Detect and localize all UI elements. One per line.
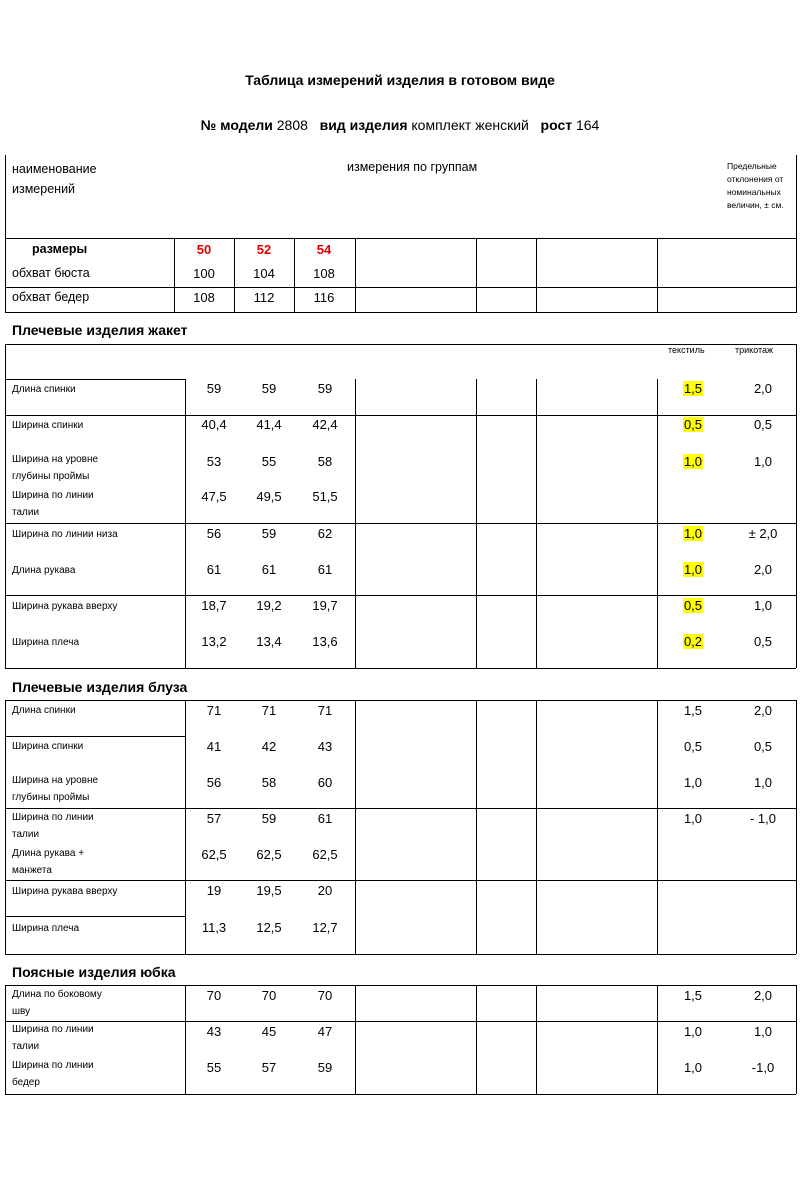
table-rule: [5, 415, 796, 416]
table-cell: 13,2: [201, 634, 227, 649]
hips-value: 116: [313, 290, 335, 305]
tolerance-knit: - 1,0: [749, 811, 776, 826]
sizes-label: размеры: [32, 242, 88, 256]
table-cell: 56: [206, 526, 222, 541]
bust-value: 100: [193, 266, 215, 281]
table-rule: [476, 985, 477, 1094]
table-row-label: Длина спинки: [12, 384, 76, 395]
table-rule: [657, 379, 658, 668]
table-rule: [657, 238, 658, 312]
table-cell: 61: [317, 811, 333, 826]
table-cell: 59: [261, 811, 277, 826]
table-rule: [476, 700, 477, 954]
bust-value: 104: [253, 266, 275, 281]
table-border: [796, 344, 797, 668]
table-rule: [5, 1094, 796, 1095]
table-rule: [657, 985, 658, 1094]
tolerance-knit: 1,0: [753, 775, 773, 790]
table-cell: 59: [261, 381, 277, 396]
hips-label: обхват бедер: [12, 290, 90, 304]
table-cell: 70: [317, 988, 333, 1003]
table-row-label: Ширина рукава вверху: [12, 601, 118, 612]
table-row-label: Длина спинки: [12, 705, 76, 716]
table-row-label: Длина рукава + манжета: [12, 848, 85, 876]
section-title-jacket: Плечевые изделия жакет: [12, 322, 188, 338]
table-rule: [5, 668, 796, 669]
table-row-label: Длина рукава: [12, 565, 76, 576]
tolerance-textile: 0,2: [683, 634, 703, 649]
table-cell: 20: [317, 883, 333, 898]
table-rule: [5, 700, 796, 701]
table-cell: 13,6: [312, 634, 338, 649]
model-value: 2808: [276, 117, 308, 133]
table-rule: [536, 379, 537, 668]
tolerance-knit: 2,0: [753, 988, 773, 1003]
table-cell: 62,5: [201, 847, 227, 862]
table-rule: [185, 985, 186, 1094]
table-cell: 61: [317, 562, 333, 577]
table-rule: [5, 808, 796, 809]
table-cell: 43: [206, 1024, 222, 1039]
table-row-label: Ширина спинки: [12, 420, 84, 431]
tolerance-knit: 2,0: [753, 562, 773, 577]
tolerance-knit: 0,5: [753, 739, 773, 754]
header-tolerance-col: Предельные отклонения от номинальных величин, ± см.: [727, 161, 784, 210]
table-cell: 61: [261, 562, 277, 577]
table-border: [5, 155, 6, 313]
table-cell: 42: [261, 739, 277, 754]
table-rule: [657, 700, 658, 954]
bust-label: обхват бюста: [12, 266, 90, 280]
size-value: 50: [196, 242, 212, 257]
table-rule: [355, 985, 356, 1094]
table-cell: 59: [206, 381, 222, 396]
table-cell: 62: [317, 526, 333, 541]
tolerance-knit: 2,0: [753, 381, 773, 396]
tolerance-textile: 1,0: [683, 526, 703, 541]
table-cell: 41: [206, 739, 222, 754]
table-cell: 71: [261, 703, 277, 718]
section-title-blouse: Плечевые изделия блуза: [12, 679, 188, 695]
table-cell: 62,5: [312, 847, 338, 862]
height-label: рост: [540, 117, 573, 133]
table-cell: 18,7: [201, 598, 227, 613]
table-rule: [536, 985, 537, 1094]
table-rule: [476, 238, 477, 312]
table-row-label: Ширина на уровне глубины проймы: [12, 454, 99, 482]
table-cell: 41,4: [256, 417, 282, 432]
table-rule: [355, 379, 356, 668]
table-cell: 57: [206, 811, 222, 826]
table-rule: [5, 523, 796, 524]
tolerance-textile: 1,0: [683, 811, 703, 826]
table-rule: [185, 379, 186, 668]
table-rule: [185, 700, 186, 954]
table-cell: 43: [317, 739, 333, 754]
table-cell: 71: [317, 703, 333, 718]
table-cell: 11,3: [201, 920, 227, 935]
table-row-label: Ширина по линии талии: [12, 490, 94, 518]
table-cell: 55: [261, 454, 277, 469]
table-border: [796, 700, 797, 954]
table-cell: 45: [261, 1024, 277, 1039]
tolerance-textile: 0,5: [683, 739, 703, 754]
table-row-label: Ширина спинки: [12, 741, 84, 752]
tolerance-knit: -1,0: [751, 1060, 775, 1075]
type-value: комплект женский: [411, 117, 529, 133]
table-rule: [355, 700, 356, 954]
table-cell: 47: [317, 1024, 333, 1039]
table-cell: 55: [206, 1060, 222, 1075]
tolerance-knit: 0,5: [753, 417, 773, 432]
table-cell: 59: [317, 381, 333, 396]
table-rule: [5, 1021, 796, 1022]
tolerance-knit: 2,0: [753, 703, 773, 718]
tolerance-textile: 1,0: [683, 1024, 703, 1039]
table-cell: 53: [206, 454, 222, 469]
table-cell: 19: [206, 883, 222, 898]
table-row-label: Ширина плеча: [12, 637, 80, 648]
table-cell: 13,4: [256, 634, 282, 649]
col-textile-label: текстиль: [668, 345, 705, 355]
table-cell: 60: [317, 775, 333, 790]
table-border: [796, 985, 797, 1094]
tolerance-textile: 1,5: [683, 703, 703, 718]
table-cell: 71: [206, 703, 222, 718]
type-label: вид изделия: [319, 117, 408, 133]
table-cell: 58: [317, 454, 333, 469]
table-row-label: Ширина рукава вверху: [12, 886, 118, 897]
table-cell: 56: [206, 775, 222, 790]
tolerance-knit: 1,0: [753, 1024, 773, 1039]
tolerance-textile: 1,0: [683, 775, 703, 790]
table-row-label: Ширина на уровне глубины проймы: [12, 775, 99, 803]
table-rule: [174, 238, 175, 312]
size-value: 52: [256, 242, 272, 257]
table-rule: [5, 595, 796, 596]
table-rule: [5, 916, 185, 917]
table-row-label: Ширина по линии талии: [12, 1024, 94, 1052]
tolerance-textile: 1,5: [683, 988, 703, 1003]
table-rule: [536, 700, 537, 954]
table-row-label: Ширина по линии талии: [12, 812, 94, 840]
table-cell: 57: [261, 1060, 277, 1075]
header-groups-col: измерения по группам: [347, 160, 478, 174]
table-cell: 42,4: [312, 417, 338, 432]
table-rule: [355, 238, 356, 312]
bust-value: 108: [313, 266, 335, 281]
table-cell: 62,5: [256, 847, 282, 862]
tolerance-textile: 1,0: [683, 454, 703, 469]
table-row-label: Ширина плеча: [12, 923, 80, 934]
table-row-label: Ширина по линии бедер: [12, 1060, 94, 1088]
col-knit-label: трикотаж: [735, 345, 774, 355]
table-cell: 49,5: [256, 489, 282, 504]
table-rule: [5, 985, 796, 986]
table-border: [5, 985, 6, 1094]
hips-value: 112: [253, 290, 275, 305]
table-cell: 19,5: [256, 883, 282, 898]
table-cell: 12,5: [256, 920, 282, 935]
height-value: 164: [575, 117, 600, 133]
tolerance-knit: 1,0: [753, 454, 773, 469]
table-cell: 70: [206, 988, 222, 1003]
tolerance-textile: 1,0: [683, 1060, 703, 1075]
table-rule: [536, 238, 537, 312]
model-label: № модели: [200, 117, 273, 133]
tolerance-knit: ± 2,0: [748, 526, 778, 541]
table-row-label: Ширина по линии низа: [12, 529, 118, 540]
table-rule: [5, 287, 796, 288]
table-cell: 47,5: [201, 489, 227, 504]
table-rule: [294, 238, 295, 312]
table-rule: [5, 312, 796, 313]
section-title-skirt: Поясные изделия юбка: [12, 964, 176, 980]
table-rule: [476, 379, 477, 668]
table-cell: 40,4: [201, 417, 227, 432]
table-rule: [5, 238, 796, 239]
table-rule: [5, 880, 796, 881]
table-cell: 19,7: [312, 598, 338, 613]
table-cell: 59: [317, 1060, 333, 1075]
table-border: [5, 344, 6, 668]
table-rule: [234, 238, 235, 312]
table-row-label: Длина по боковому шву: [12, 989, 102, 1017]
tolerance-textile: 0,5: [683, 598, 703, 613]
tolerance-textile: 1,5: [683, 381, 703, 396]
tolerance-textile: 0,5: [683, 417, 703, 432]
tolerance-textile: 1,0: [683, 562, 703, 577]
table-cell: 70: [261, 988, 277, 1003]
table-cell: 61: [206, 562, 222, 577]
page-subtitle: [0, 117, 800, 133]
hips-value: 108: [193, 290, 215, 305]
table-rule: [5, 736, 185, 737]
table-cell: 12,7: [312, 920, 338, 935]
table-border: [796, 155, 797, 313]
header-name-col: наименование измерений: [12, 162, 97, 196]
tolerance-knit: 0,5: [753, 634, 773, 649]
tolerance-knit: 1,0: [753, 598, 773, 613]
table-cell: 59: [261, 526, 277, 541]
size-value: 54: [316, 242, 332, 257]
table-cell: 51,5: [312, 489, 338, 504]
table-rule: [5, 954, 796, 955]
page-title: Таблица измерений изделия в готовом виде: [245, 72, 555, 88]
table-cell: 58: [261, 775, 277, 790]
table-rule: [5, 379, 185, 380]
table-cell: 19,2: [256, 598, 282, 613]
